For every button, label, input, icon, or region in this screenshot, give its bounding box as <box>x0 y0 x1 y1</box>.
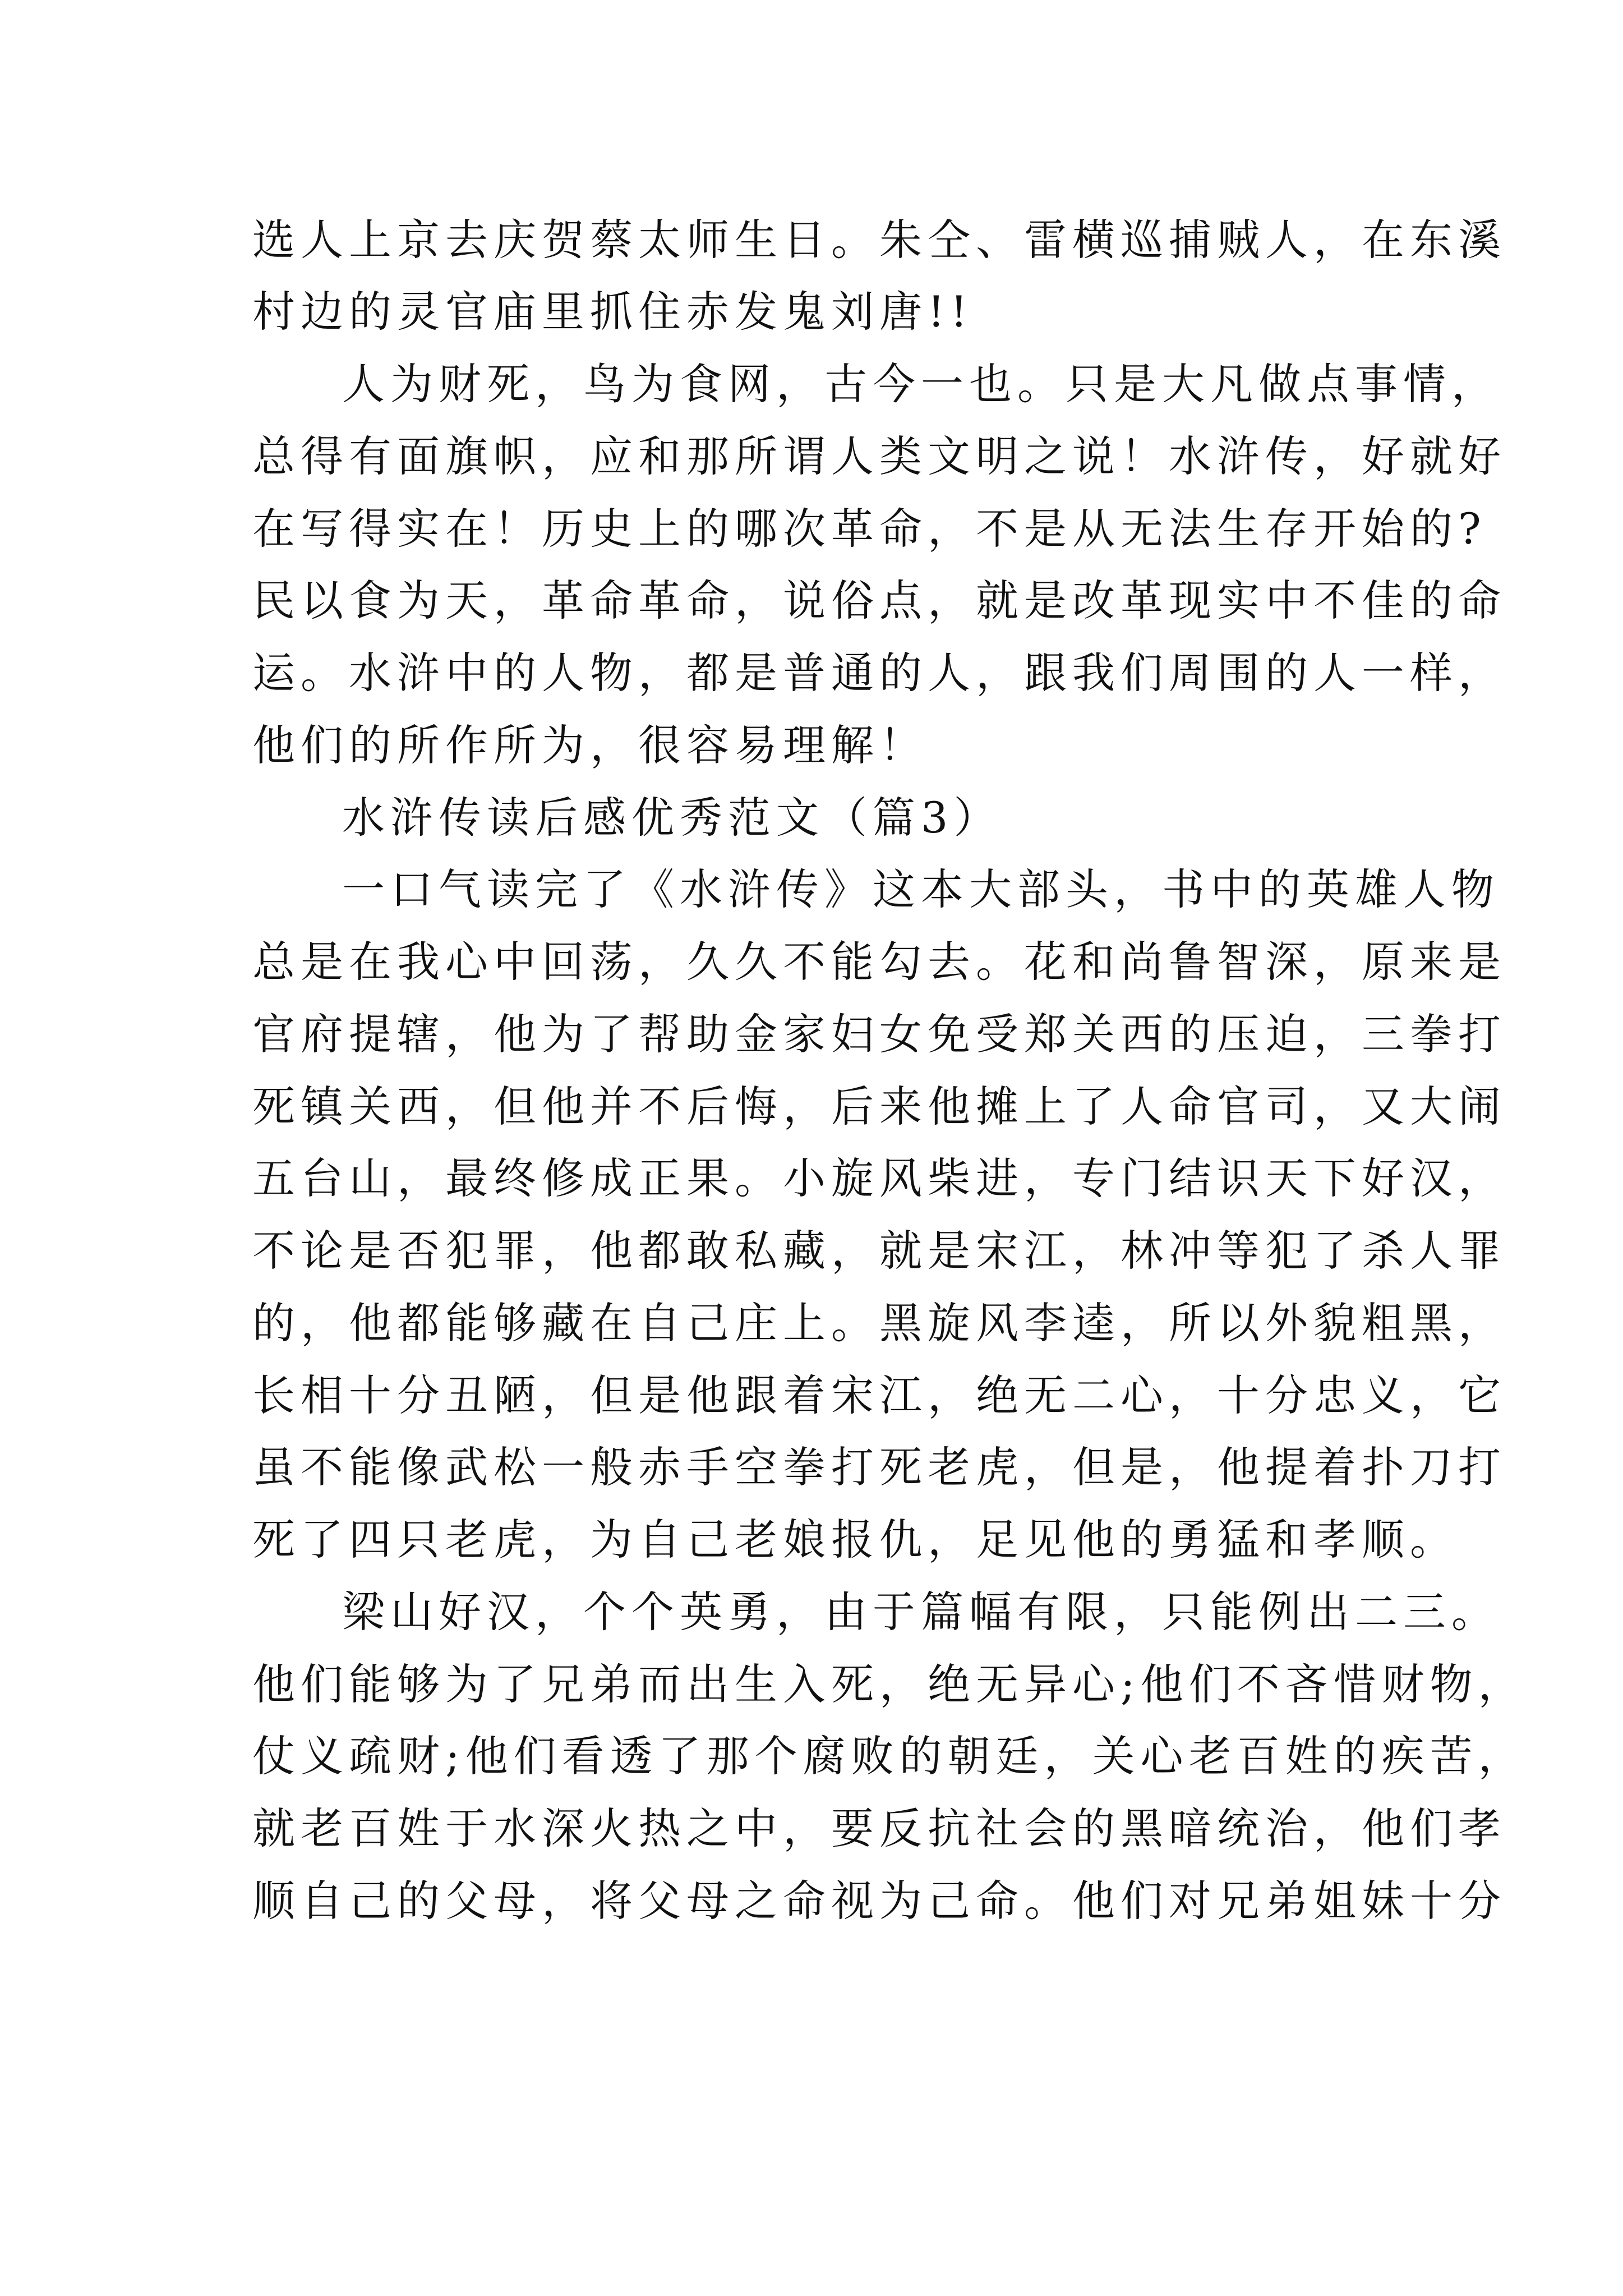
paragraph-first-line: 一口气读完了《水浒传》这本大部头，书中的英雄人物 <box>342 864 1500 914</box>
section-heading: 水浒传读后感优秀范文（篇3） <box>342 793 1002 843</box>
text-line: 虽不能像武松一般赤手空拳打死老虎，但是，他提着扑刀打 <box>252 1442 1506 1492</box>
text-line: 仗义疏财;他们看透了那个腐败的朝廷，关心老百姓的疾苦， <box>252 1731 1527 1781</box>
text-line: 选人上京去庆贺蔡太师生日。朱仝、雷横巡捕贼人，在东溪 <box>252 215 1506 265</box>
text-line: 死了四只老虎，为自己老娘报仇，足见他的勇猛和孝顺。 <box>252 1515 1458 1565</box>
text-line: 他们能够为了兄弟而出生入死，绝无异心;他们不吝惜财物， <box>252 1659 1527 1709</box>
text-line: 他们的所作所为，很容易理解！ <box>252 720 928 770</box>
text-line: 运。水浒中的人物，都是普通的人，跟我们周围的人一样， <box>252 648 1506 698</box>
text-line: 总得有面旗帜，应和那所谓人类文明之说！水浒传，好就好 <box>252 431 1506 481</box>
text-line: 顺自己的父母，将父母之命视为己命。他们对兄弟姐妹十分 <box>252 1876 1506 1926</box>
paragraph-first-line: 梁山好汉，个个英勇，由于篇幅有限，只能例出二三。 <box>342 1587 1500 1637</box>
text-line: 不论是否犯罪，他都敢私藏，就是宋江，林冲等犯了杀人罪 <box>252 1226 1506 1276</box>
text-line: 村边的灵官庙里抓住赤发鬼刘唐!! <box>252 287 974 337</box>
text-line: 总是在我心中回荡，久久不能勾去。花和尚鲁智深，原来是 <box>252 937 1506 987</box>
paragraph-first-line: 人为财死，鸟为食网，古今一也。只是大凡做点事情， <box>342 359 1500 409</box>
text-line: 在写得实在！历史上的哪次革命，不是从无法生存开始的? <box>252 504 1487 554</box>
text-line: 长相十分丑陋，但是他跟着宋江，绝无二心，十分忠义，它 <box>252 1370 1506 1420</box>
text-line: 就老百姓于水深火热之中，要反抗社会的黑暗统治，他们孝 <box>252 1803 1506 1853</box>
text-line: 死镇关西，但他并不后悔，后来他摊上了人命官司，又大闹 <box>252 1082 1506 1131</box>
text-line: 官府提辖，他为了帮助金家妇女免受郑关西的压迫，三拳打 <box>252 1009 1506 1059</box>
text-line: 民以食为天，革命革命，说俗点，就是改革现实中不佳的命 <box>252 576 1506 625</box>
text-line: 五台山，最终修成正果。小旋风柴进，专门结识天下好汉， <box>252 1153 1506 1203</box>
text-line: 的，他都能够藏在自己庄上。黑旋风李逵，所以外貌粗黑， <box>252 1298 1506 1348</box>
